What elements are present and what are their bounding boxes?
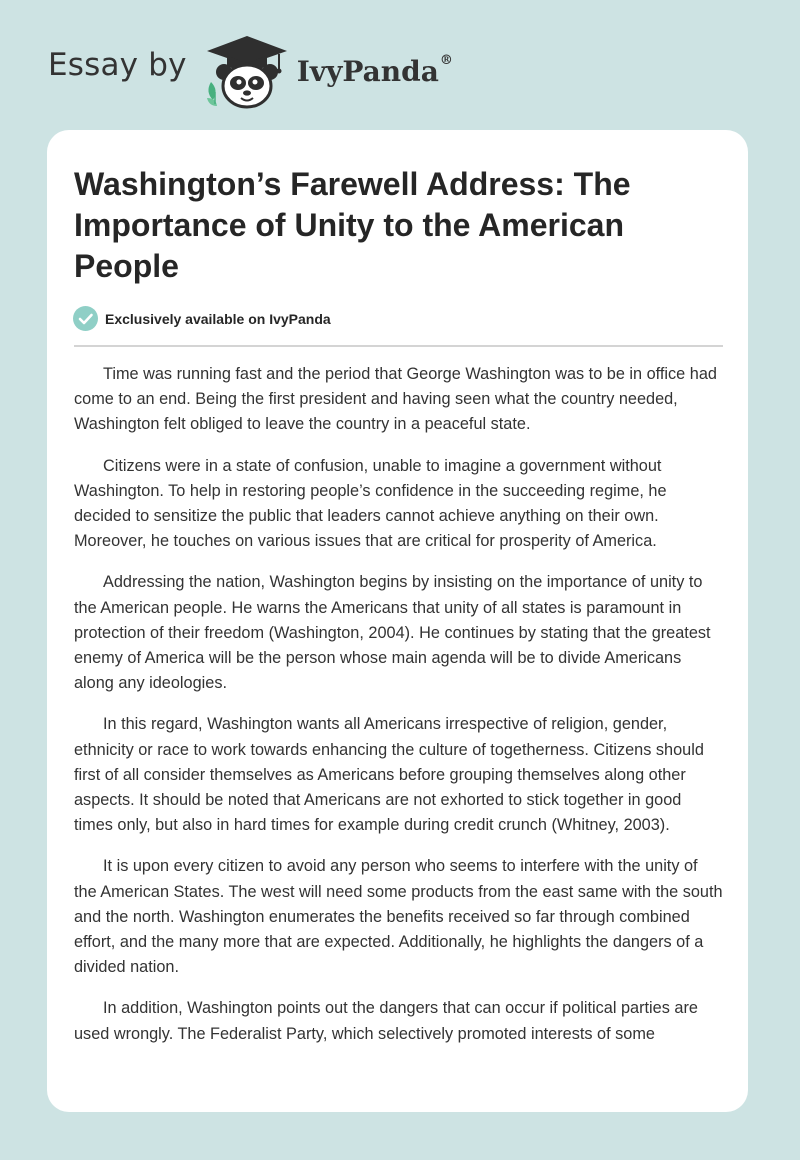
exclusive-badge-label: Exclusively available on IvyPanda: [105, 310, 331, 327]
check-circle-icon: [73, 306, 98, 331]
panda-graduate-logo-icon[interactable]: [203, 30, 291, 110]
essay-body: [74, 362, 724, 1063]
registered-mark: ®: [439, 52, 453, 68]
page-title: Washington’s Farewell Address: The Importance of Unity to the American People: [74, 166, 631, 284]
site-header: [48, 30, 453, 110]
exclusive-badge: [73, 306, 331, 331]
paragraph: It is upon every citizen to avoid any person who seems to interfere with the unity of the American States. The west will need some products from the east same with the south and the north. Washington enumerates the benefits received so far through combined effort, and the many more that are expected. Additionally, he highlights the dangers of a divided nation.: [74, 857, 723, 977]
brand-name[interactable]: IvyPanda®: [296, 52, 453, 88]
paragraph: In addition, Washington points out the dangers that can occur if political parties are used wrongly. The Federalist Party, which selectively promoted interests of some: [74, 999, 698, 1043]
paragraph: Addressing the nation, Washington begins by insisting on the importance of unity to the American people. He warns the Americans that unity of all states is paramount in protection of their freedom (Washington, 2004). He continues by stating that the greatest enemy of America will be the person whose main agenda will be to divide Americans along any ideologies.: [74, 573, 711, 693]
paragraph: Citizens were in a state of confusion, unable to imagine a government without Washington. To help in restoring people’s confidence in the succeeding regime, he decided to sensitize the public that leaders cannot achieve anything on their own. Moreover, he touches on various issues that are critical for prosperity of America.: [74, 456, 667, 551]
paragraph: In this regard, Washington wants all Americans irrespective of religion, gender, ethnicity or race to work towards enhancing the culture of togetherness. Citizens should first of all consider themselves as Americans before grouping themselves along other aspects. It should be noted that Americans are not exhorted to stick together in good times only, but also in hard times for example during credit crunch (Whitney, 2003).: [74, 715, 704, 835]
essay-card: [47, 130, 748, 1112]
divider: [74, 345, 723, 347]
essay-by-label: Essay by: [48, 47, 187, 83]
paragraph: Time was running fast and the period that George Washington was to be in office had come to an end. Being the first president and having seen what the country needed, Washington felt obliged to leave the country in a peaceful state.: [74, 365, 717, 434]
